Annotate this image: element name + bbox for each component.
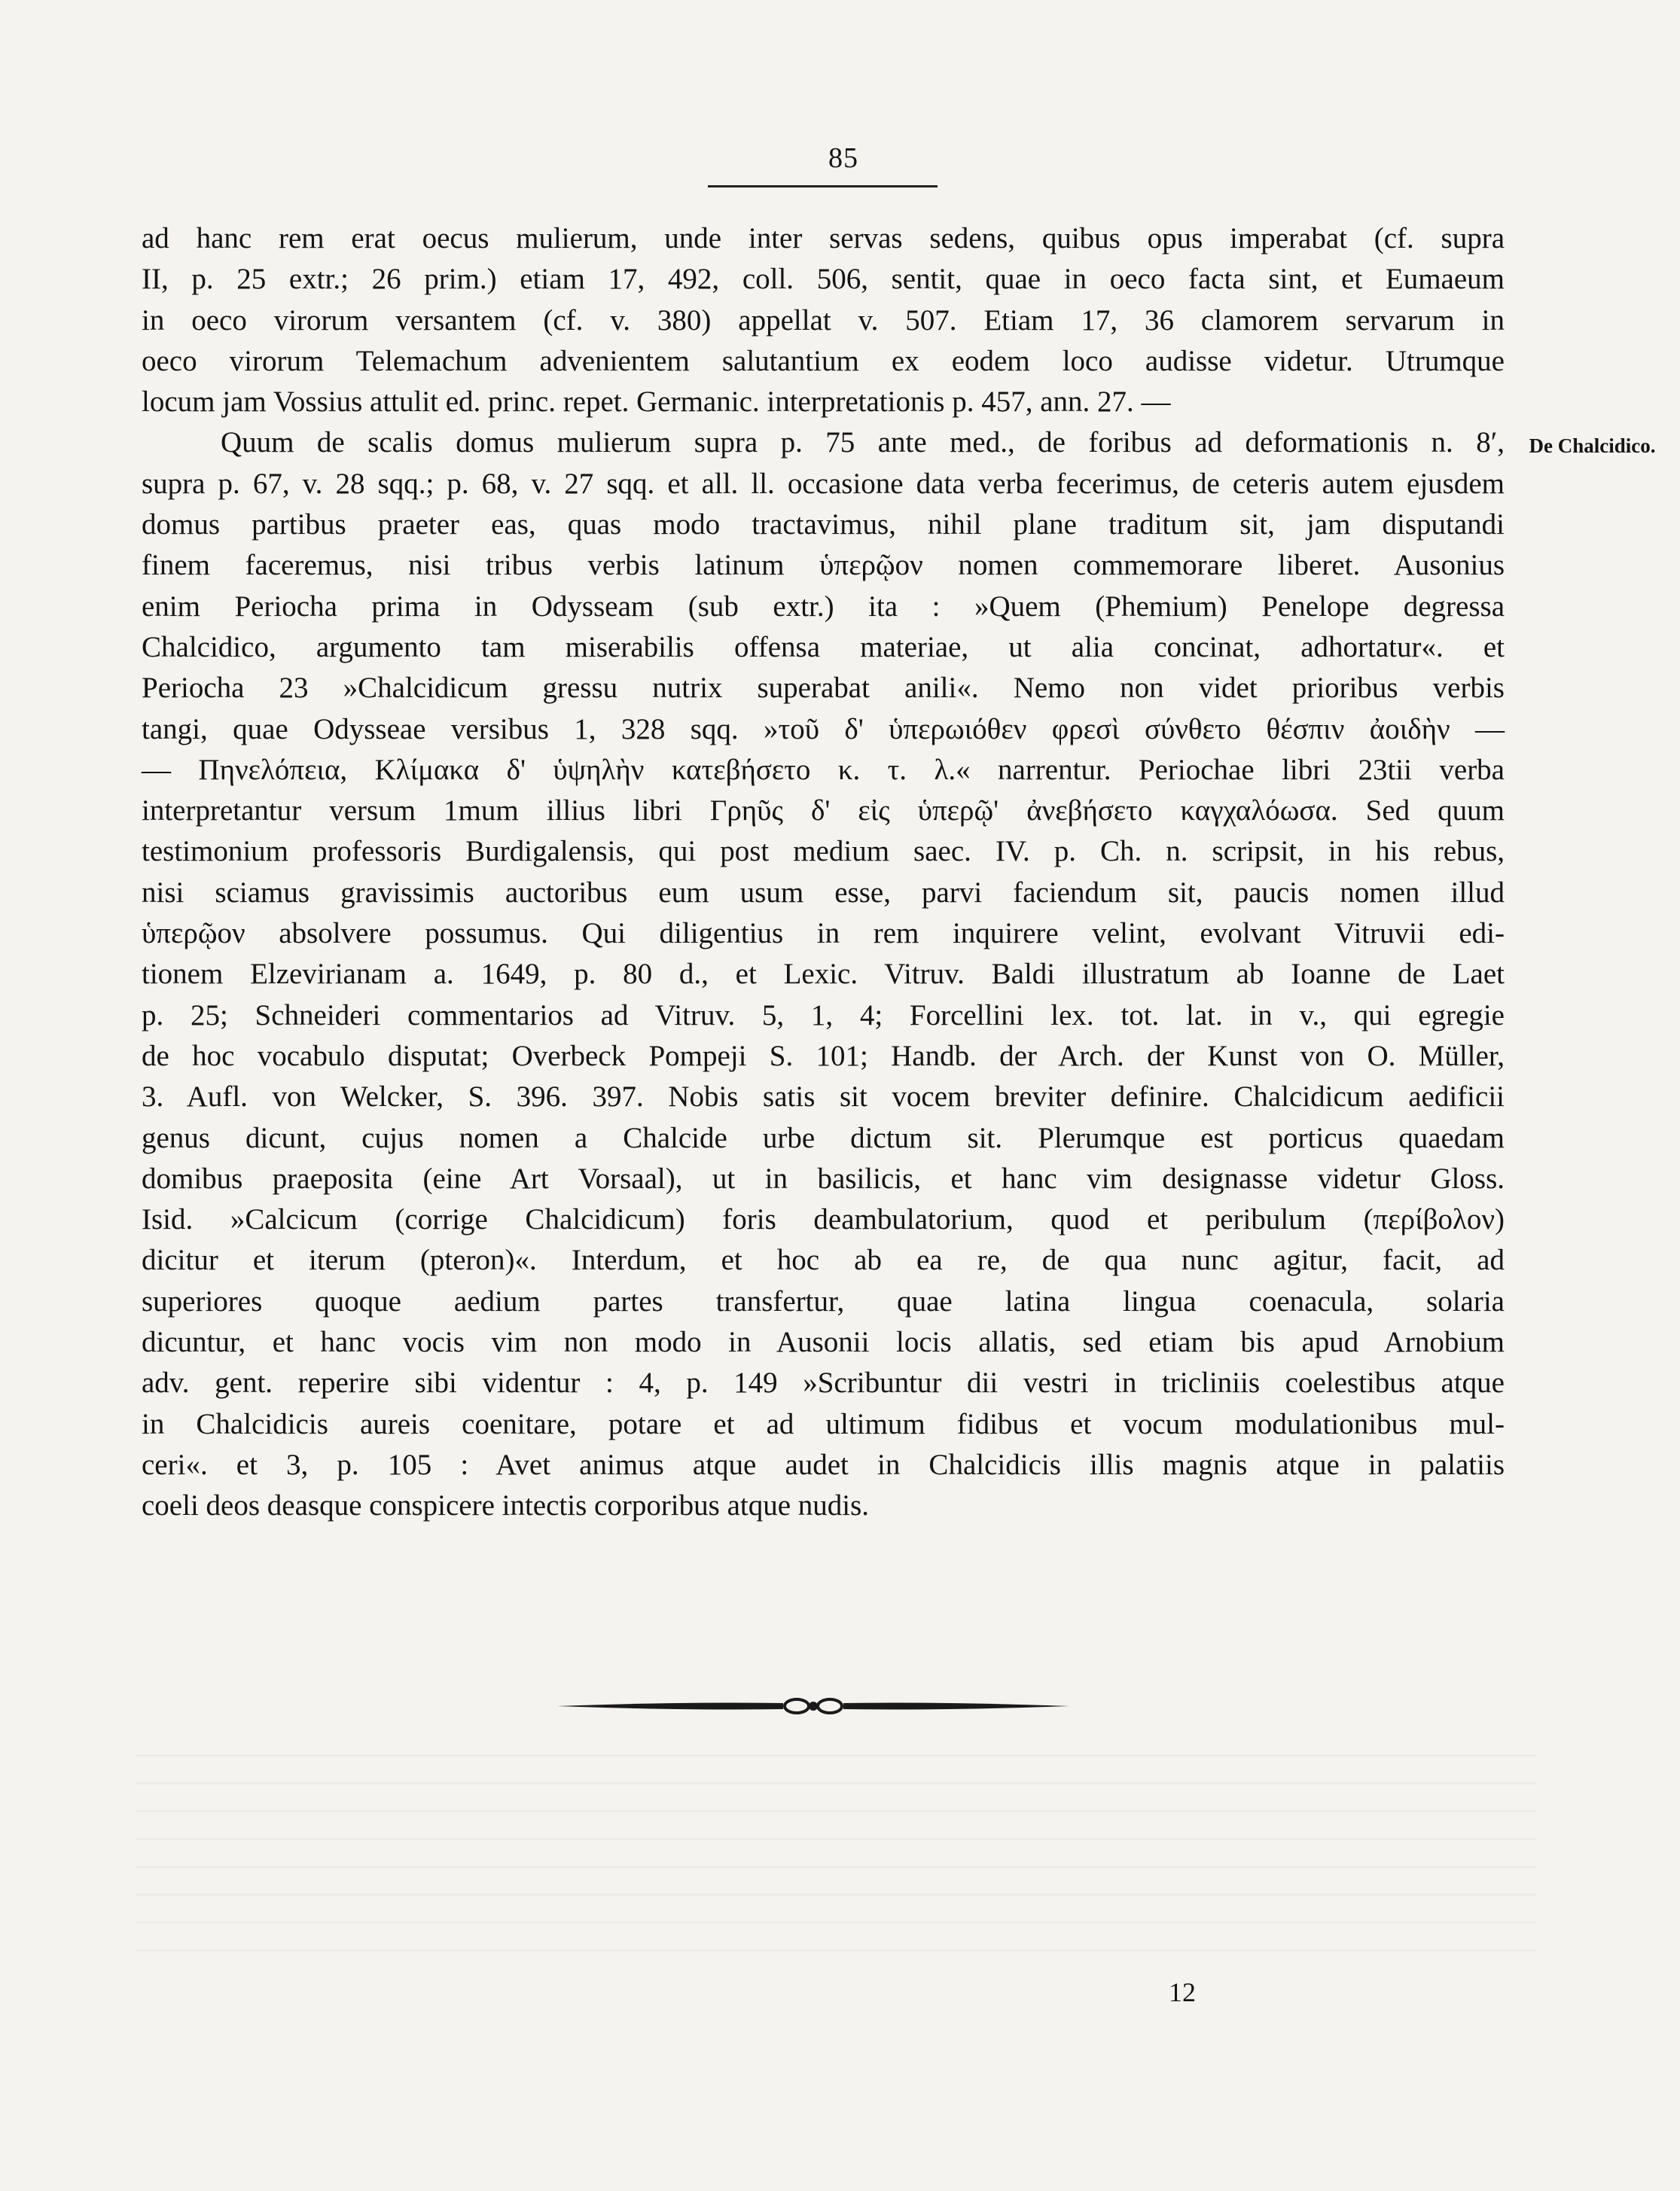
text-line: dicitur et iterum (pteron)«. Interdum, et hoc ab ea re, de qua nunc agitur, facit, ad [142, 1244, 1505, 1277]
signature-mark: 12 [1169, 1977, 1196, 2007]
ornament-divider [557, 1693, 1069, 1720]
text-line: in oeco virorum versantem (cf. v. 380) appellat v. 507. Etiam 17, 36 clamorem servarum in [142, 303, 1505, 337]
text-line: interpretantur versum 1mum illius libri Γρηῦς δ' εἰς ὑπερῷ' ἀνεβήσετο καγχαλόωσα. Sed quum [142, 794, 1505, 827]
text-line: nisi sciamus gravissimis auctoribus eum usum esse, parvi faciendum sit, paucis nomen illud [142, 876, 1505, 909]
text-line: superiores quoque aedium partes transfertur, quae latina lingua coenacula, solaria [142, 1284, 1505, 1318]
text-line: finem faceremus, nisi tribus verbis latinum ὑπερῷον nomen commemorare liberet. Ausonius [142, 549, 1505, 582]
text-line: domus partibus praeter eas, quas modo tractavimus, nihil plane traditum sit, jam disputandi [142, 508, 1505, 541]
text-line: enim Periocha prima in Odysseam (sub extr.) ita : »Quem (Phemium) Penelope degressa [142, 590, 1505, 623]
text-line: II, p. 25 extr.; 26 prim.) etiam 17, 492, coll. 506, sentit, quae in oeco facta sint, et Eumaeum [142, 263, 1505, 296]
text-line: oeco virorum Telemachum advenientem salutantium ex eodem loco audisse videtur. Utrumque [142, 344, 1505, 377]
text-line: Isid. »Calcicum (corrige Chalcidicum) foris deambulatorium, quod et peribulum (περίβολον) [142, 1203, 1505, 1236]
text-line: — Πηνελόπεια, Κλίμακα δ' ὑψηλὴν κατεβήσετο κ. τ. λ.« narrentur. Periochae libri 23tii verba [142, 753, 1505, 786]
text-line: Periocha 23 »Chalcidicum gressu nutrix superabat anili«. Nemo non videt prioribus verbis [142, 672, 1505, 705]
text-line: Chalcidico, argumento tam miserabilis offensa materiae, ut alia concinat, adhortatur«. et [142, 630, 1505, 663]
text-line: tionem Elzevirianam a. 1649, p. 80 d., et Lexic. Vitruv. Baldi illustratum ab Ioanne de Laet [142, 958, 1505, 991]
text-line: domibus praeposita (eine Art Vorsaal), ut in basilicis, et hanc vim designasse videtur Gloss. [142, 1162, 1505, 1195]
margin-note: De Chalcidico. [1529, 434, 1656, 457]
text-line: ad hanc rem erat oecus mulierum, unde inter servas sedens, quibus opus imperabat (cf. supra [142, 222, 1505, 254]
text-line: 3. Aufl. von Welcker, S. 396. 397. Nobis satis sit vocem breviter definire. Chalcidicum aedificii [142, 1080, 1505, 1114]
header-rule [708, 185, 938, 187]
text-line: Quum de scalis domus mulierum supra p. 75 ante med., de foribus ad deformationis n. 8′, [221, 426, 1505, 459]
text-line: tangi, quae Odysseae versibus 1, 328 sqq. »τοῦ δ' ὑπερωιόθεν φρεσὶ σύνθετο θέσπιν ἀοιδὴν — [142, 712, 1505, 745]
text-line: in Chalcidicis aureis coenitare, potare et ad ultimum fidibus et vocum modulationibus mul- [142, 1407, 1505, 1440]
text-line: p. 25; Schneideri commentarios ad Vitruv. 5, 1, 4; Forcellini lex. tot. lat. in v., qui egregie [142, 998, 1505, 1032]
text-line: coeli deos deasque conspicere intectis corporibus atque nudis. [142, 1489, 870, 1522]
text-line: genus dicunt, cujus nomen a Chalcide urbe dictum sit. Plerumque est porticus quaedam [142, 1121, 1505, 1154]
text-line: locum jam Vossius attulit ed. princ. repet. Germanic. interpretationis p. 457, ann. 27. — [142, 385, 1171, 419]
page-number: 85 [828, 142, 858, 174]
text-line: ὑπερῷον absolvere possumus. Qui diligentius in rem inquirere velint, evolvant Vitruvii edi- [142, 917, 1505, 950]
text-line: ceri«. et 3, p. 105 : Avet animus atque audet in Chalcidicis illis magnis atque in palatiis [142, 1448, 1505, 1481]
bleed-through-shadow [136, 1754, 1536, 1958]
text-line: dicuntur, et hanc vocis vim non modo in Ausonii locis allatis, sed etiam bis apud Arnobium [142, 1326, 1505, 1359]
text-line: supra p. 67, v. 28 sqq.; p. 68, v. 27 sqq. et all. ll. occasione data verba fecerimus, de ceteris autem ejusdem [142, 467, 1505, 500]
text-line: adv. gent. reperire sibi videntur : 4, p. 149 »Scribuntur dii vestri in tricliniis coelestibus atque [142, 1367, 1505, 1400]
text-line: de hoc vocabulo disputat; Overbeck Pompeji S. 101; Handb. der Arch. der Kunst von O. Müller, [142, 1039, 1505, 1072]
body-text [142, 218, 1505, 1527]
text-line: testimonium professoris Burdigalensis, qui post medium saec. IV. p. Ch. n. scripsit, in his rebus, [142, 835, 1505, 868]
